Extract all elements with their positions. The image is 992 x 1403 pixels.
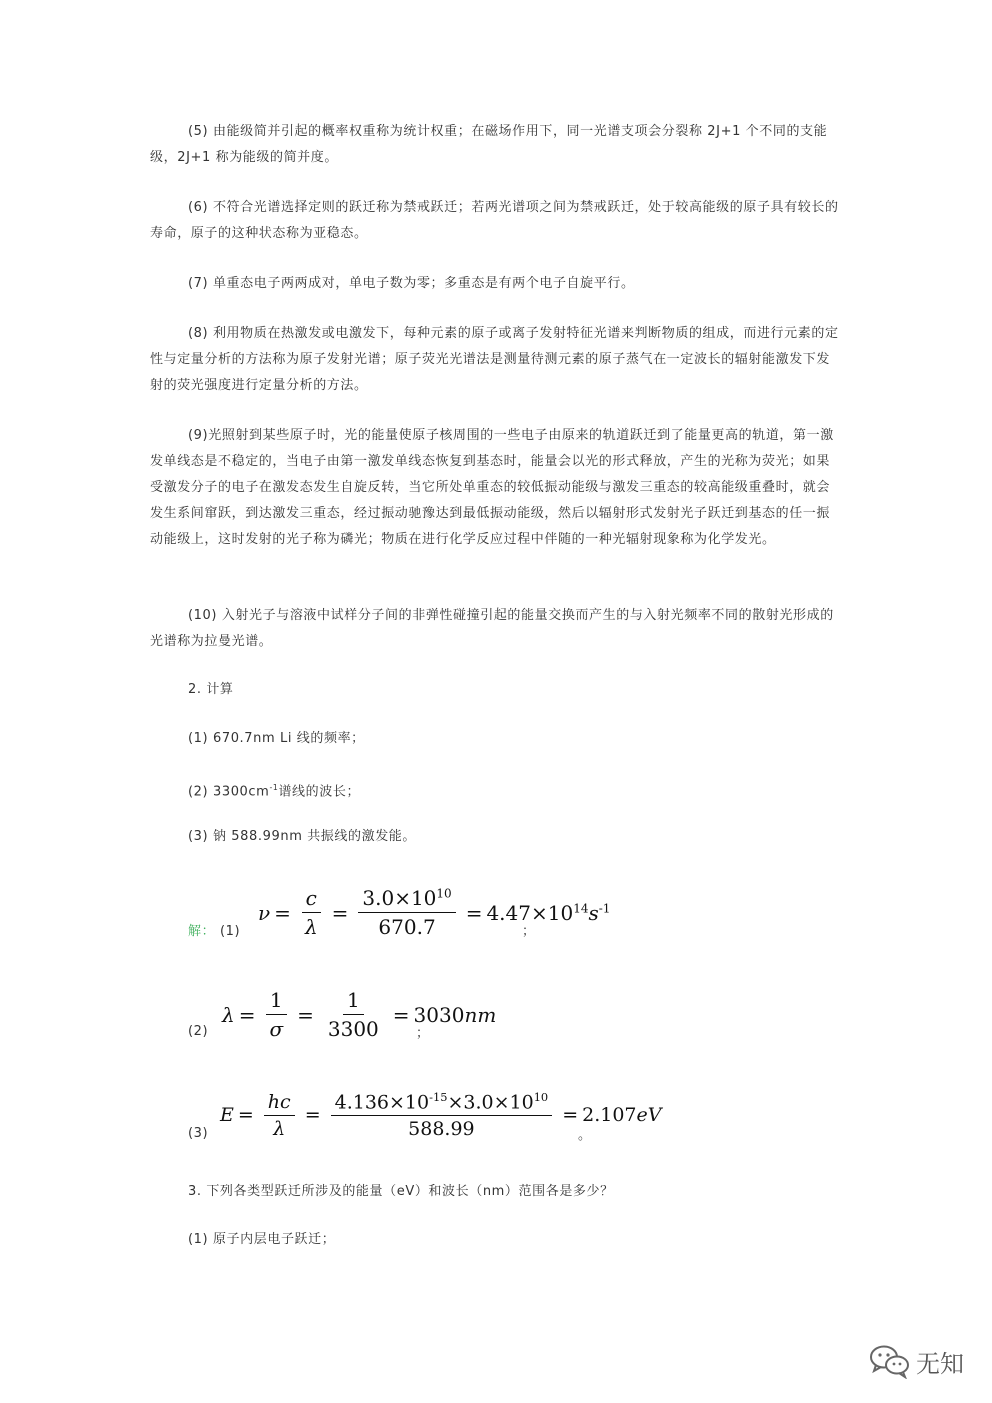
paragraph-6: (6) 不符合光谱选择定则的跃迁称为禁戒跃迁；若两光谱项之间为禁戒跃迁，处于较高能级的原子具有较长的寿命，原子的这种状态称为亚稳态。	[150, 200, 839, 241]
f3-num2: $4.136\times 10^{-15}\times 3.0\times 10^{10}$	[331, 1090, 553, 1116]
f1-lhs: ν	[258, 900, 271, 925]
formula-2: λ = $\frac{1}{\sigma}$ = $\frac{1}{3300}$ = 3030nm	[222, 988, 497, 1041]
question-2-1: (1) 670.7nm Li 线的频率；	[188, 731, 365, 746]
f2-num1: 1	[266, 988, 287, 1015]
question-2-2-rest: 谱线的波长；	[278, 784, 361, 800]
f1-den2: 670.7	[378, 915, 436, 939]
f1-num1: c	[302, 886, 321, 913]
label-2: (2)	[188, 1024, 209, 1039]
f2-num2: 1	[343, 988, 364, 1015]
watermark-text: 无知	[916, 1349, 964, 1378]
f2-lhs: λ	[222, 1002, 235, 1027]
question-2-3: (3) 钠 588.99nm 共振线的激发能。	[188, 829, 417, 844]
f2-den2: 3300	[327, 1017, 379, 1041]
paragraph-9: (9)光照射到某些原子时，光的能量使原子核周围的一些电子由原来的轨道跃迁到了能量更高的轨道，第一激发单线态是不稳定的，当电子由第一激发单线态恢复到基态时，能量会以光的形式释放，产生的光称为荧光；如果受激发分子的电子在激发态发生自旋反转，当它所处单重态的较低振动能级与激发三重态的较高能级重叠时，就会发生系间窜跃，到达激发三重态，经过振动驰豫达到最低振动能级，然后以辐射形式发射光子跃迁到基态的任一振动能级上，这时发射的光子称为磷光；物质在进行化学反应过程中伴随的一种光辐射现象称为化学发光。	[150, 428, 834, 547]
paragraph-10: (10) 入射光子与溶液中试样分子间的非弹性碰撞引起的能量交换而产生的与入射光频率不同的散射光形成的光谱称为拉曼光谱。	[150, 608, 834, 649]
paragraph-8: (8) 利用物质在热激发或电激发下，每种元素的原子或离子发射特征光谱来判断物质的组成，而进行元素的定性与定量分析的方法称为原子发射光谱；原子荧光光谱法是测量待测元素的原子蒸气在一定波长的辐射能激发下发射的荧光强度进行定量分析的方法。	[150, 326, 839, 393]
section-3-heading: 3. 下列各类型跃迁所涉及的能量（eV）和波长（nm）范围各是多少？	[188, 1184, 614, 1199]
question-3-1: (1) 原子内层电子跃迁；	[188, 1232, 336, 1247]
f1-result: $4.47\times 10^{14}s^{-1}$	[486, 900, 611, 925]
f3-result: 2.107eV	[582, 1104, 662, 1127]
f2-result: 3030nm	[413, 1002, 497, 1027]
sep-2: ；	[416, 1026, 430, 1041]
question-2-2-main: (2) 3300cm	[188, 784, 270, 800]
f3-lhs: E	[220, 1104, 234, 1127]
question-2-2	[188, 778, 360, 802]
question-2-2-sup: -1	[269, 783, 279, 792]
f3-den1: λ	[273, 1117, 286, 1140]
paragraph-7: (7) 单重态电子两两成对，单电子数为零；多重态是有两个电子自旋平行。	[188, 276, 635, 291]
f1-den1: λ	[304, 915, 318, 939]
jie-label: 解：	[188, 924, 216, 939]
sep-1: ；	[522, 924, 536, 939]
paragraph-5: (5) 由能级简并引起的概率权重称为统计权重；在磁场作用下，同一光谱支项会分裂称 2J+1 个不同的支能级，2J+1 称为能级的简并度。	[150, 124, 828, 165]
wechat-icon	[868, 1343, 912, 1379]
section-2-heading: 2. 计算	[188, 682, 234, 697]
label-1: (1)	[219, 924, 241, 939]
f2-den1: σ	[269, 1017, 284, 1041]
f1-num2: $3.0\times 10^{10}$	[358, 886, 455, 913]
label-3: (3)	[188, 1126, 209, 1141]
formula-1: ν = $\frac{c}{\lambda}$ = $\frac{3.0\times 10^{10}}{670.7}$ = $4.47\times 10^{14}s^{-1}$	[258, 886, 611, 939]
f3-num1: hc	[264, 1091, 295, 1116]
end-3: 。	[578, 1128, 592, 1143]
formula-3: E = $\frac{hc}{\lambda}$ = $\frac{4.136\times 10^{-15}\times 3.0\times 10^{10}}{588.99}$ = 2.107eV	[220, 1090, 662, 1141]
f3-den2: 588.99	[408, 1118, 475, 1141]
watermark	[868, 1343, 964, 1379]
solution-label-1	[188, 922, 240, 942]
